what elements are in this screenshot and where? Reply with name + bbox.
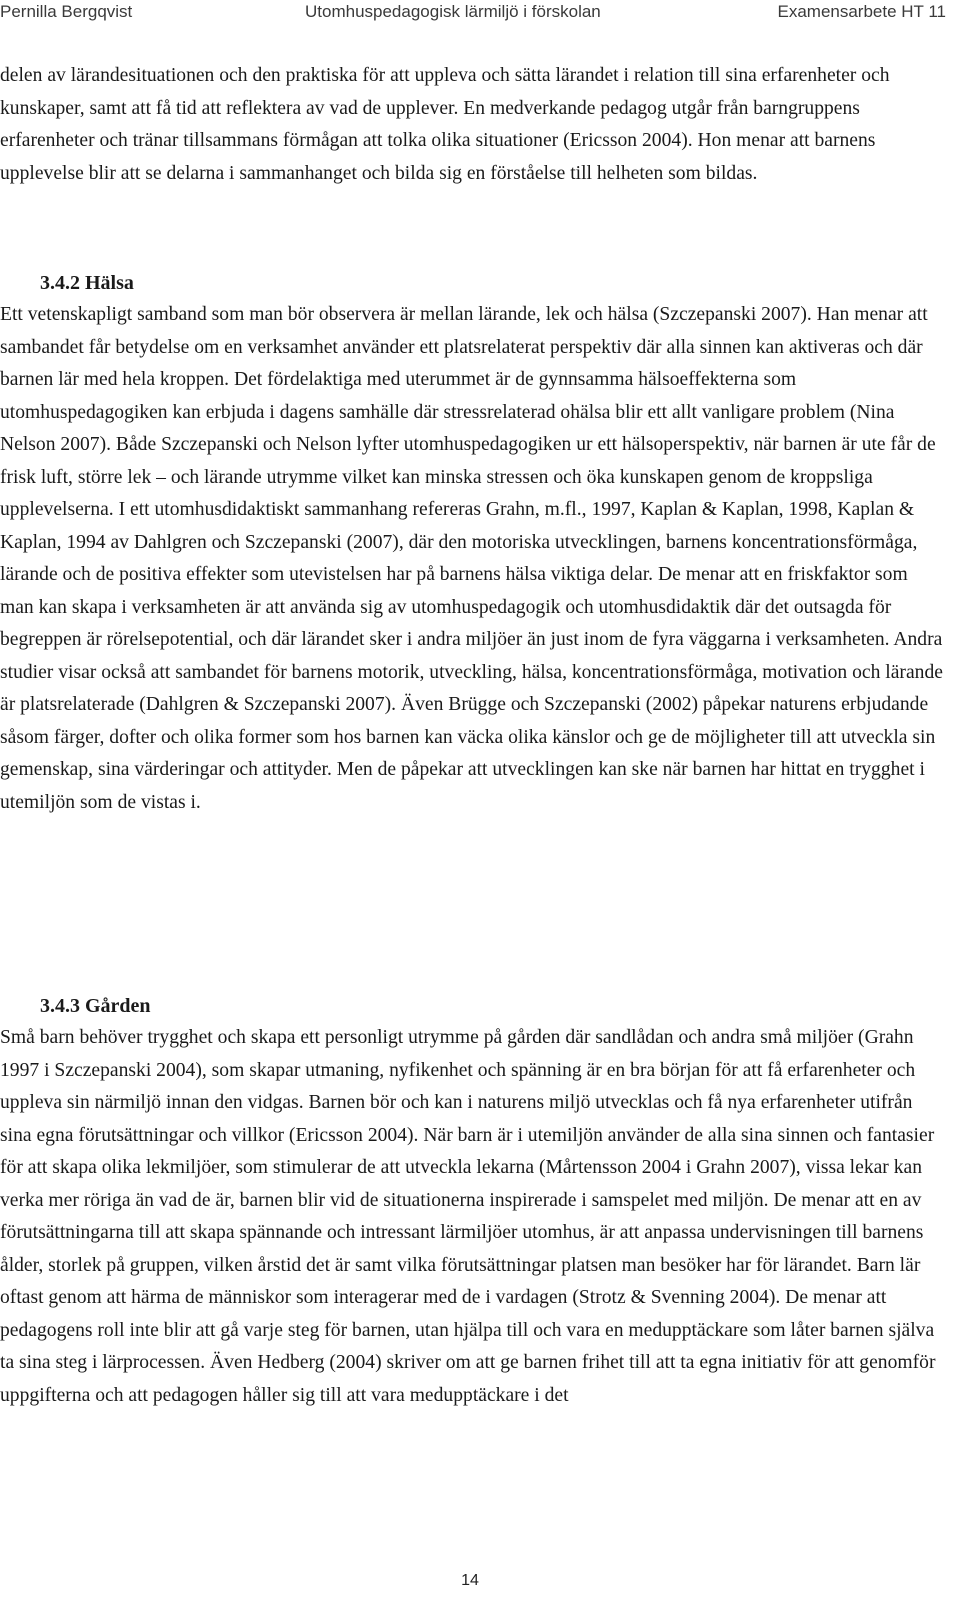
paragraph-halsa: Ett vetenskapligt samband som man bör observera är mellan lärande, lek och hälsa (Szczepanski 2007). Han menar att sambandet får betydelse om en verksamhet använder ett platsrelaterat perspektiv där alla sinnen kan aktiveras och där barnen lär med hela kroppen. Det fördelaktiga med uterummet är de gynnsamma hälsoeffekterna som utomhuspedagogiken kan erbjuda i dagens samhälle där stressrelaterad ohälsa blir ett allt vanligare problem (Nina Nelson 2007). Både Szczepanski och Nelson lyfter utomhuspedagogiken ur ett hälsoperspektiv, när barnen är ute får de frisk luft, större lek – och lärande utrymme vilket kan minska stressen och öka kunskapen genom de kroppsliga upplevelserna. I ett utomhusdidaktiskt sammanhang refereras Grahn, m.fl., 1997, Kaplan & Kaplan, 1998, Kaplan & Kaplan, 1994 av Dahlgren och Szczepanski (2007), där den motoriska utvecklingen, barnens koncentrationsförmåga, lärande och de positiva effekter som utevistelsen har på barnens hälsa viktiga delar. De menar att en friskfaktor som man kan skapa i verksamheten är att använda sig av utomhuspedagogik och utomhusdidaktik där det outsagda för begreppen är rörelsepotential, och där lärandet sker i andra miljöer än just inom de fyra väggarna i verksamheten. Andra studier visar också att sambandet för barnens motorik, utveckling, hälsa, koncentrationsförmåga, motivation och lärande är platsrelaterade (Dahlgren & Szczepanski 2007). Även Brügge och Szczepanski (2002) påpekar naturens erbjudande såsom färger, dofter och olika former som hos barnen kan väcka olika känslor och ge de möjligheter till att utveckla sin gemenskap, sina värderingar och attityder. Men de påpekar att utvecklingen kan ske när barnen har hittat en trygghet i utemiljön som de vistas i. (0, 304, 943, 813)
header-course: Examensarbete HT 11 (777, 2, 946, 21)
section-heading-garden: 3.4.3 Gården (40, 995, 151, 1017)
paragraph-intro: delen av lärandesituationen och den praktiska för att uppleva och sätta lärandet i relation till sina erfarenheter och kunskaper, samt att få tid att reflektera av vad de upplever. En medverkande pedagog utgår från barngruppens erfarenheter och tränar tillsammans förmågan att tolka olika situationer (Ericsson 2004). Hon menar att barnens upplevelse blir att se delarna i sammanhanget och bilda sig en förståelse till helheten som bildas. (0, 65, 890, 184)
paragraph-garden: Små barn behöver trygghet och skapa ett personligt utrymme på gården där sandlådan och andra små miljöer (Grahn 1997 i Szczepanski 2004), som skapar utmaning, nyfikenhet och spänning är en bra början för att få erfarenheter och uppleva sin närmiljö innan den vidgas. Barnen bör och kan i naturens miljö utvecklas och få nya erfarenheter utifrån sina egna förutsättningar och villkor (Ericsson 2004). När barn är i utemiljön använder de alla sina sinnen och fantasier för att skapa olika lekmiljöer, som stimulerar de att utveckla lekarna (Mårtensson 2004 i Grahn 2007), vissa lekar kan verka mer röriga än vad de är, barnen blir vid de situationerna inspirerade i samspelet med miljön. De menar att en av förutsättningarna till att skapa spännande och intressant lärmiljöer utomhus, är att anpassa undervisningen till barnens ålder, storlek på gruppen, vilken årstid det är samt vilka förutsättningar platsen man besöker har för lärandet. Barn lär oftast genom att härma de människor som interagerar med de i vardagen (Strotz & Svenning 2004). De menar att pedagogens roll inte blir att gå varje steg för barnen, utan hjälpa till och vara en medupptäckare som låter barnen själva ta sina steg i lärprocessen. Även Hedberg (2004) skriver om att ge barnen frihet till att ta egna initiativ för att genomför uppgifterna och att pedagogen håller sig till att vara medupptäckare i det (0, 1027, 936, 1406)
running-header (0, 2, 960, 32)
header-author: Pernilla Bergqvist (0, 2, 133, 21)
page-number: 14 (461, 1572, 479, 1589)
section-heading-halsa: 3.4.2 Hälsa (40, 272, 134, 294)
header-title: Utomhuspedagogisk lärmiljö i förskolan (305, 2, 601, 21)
